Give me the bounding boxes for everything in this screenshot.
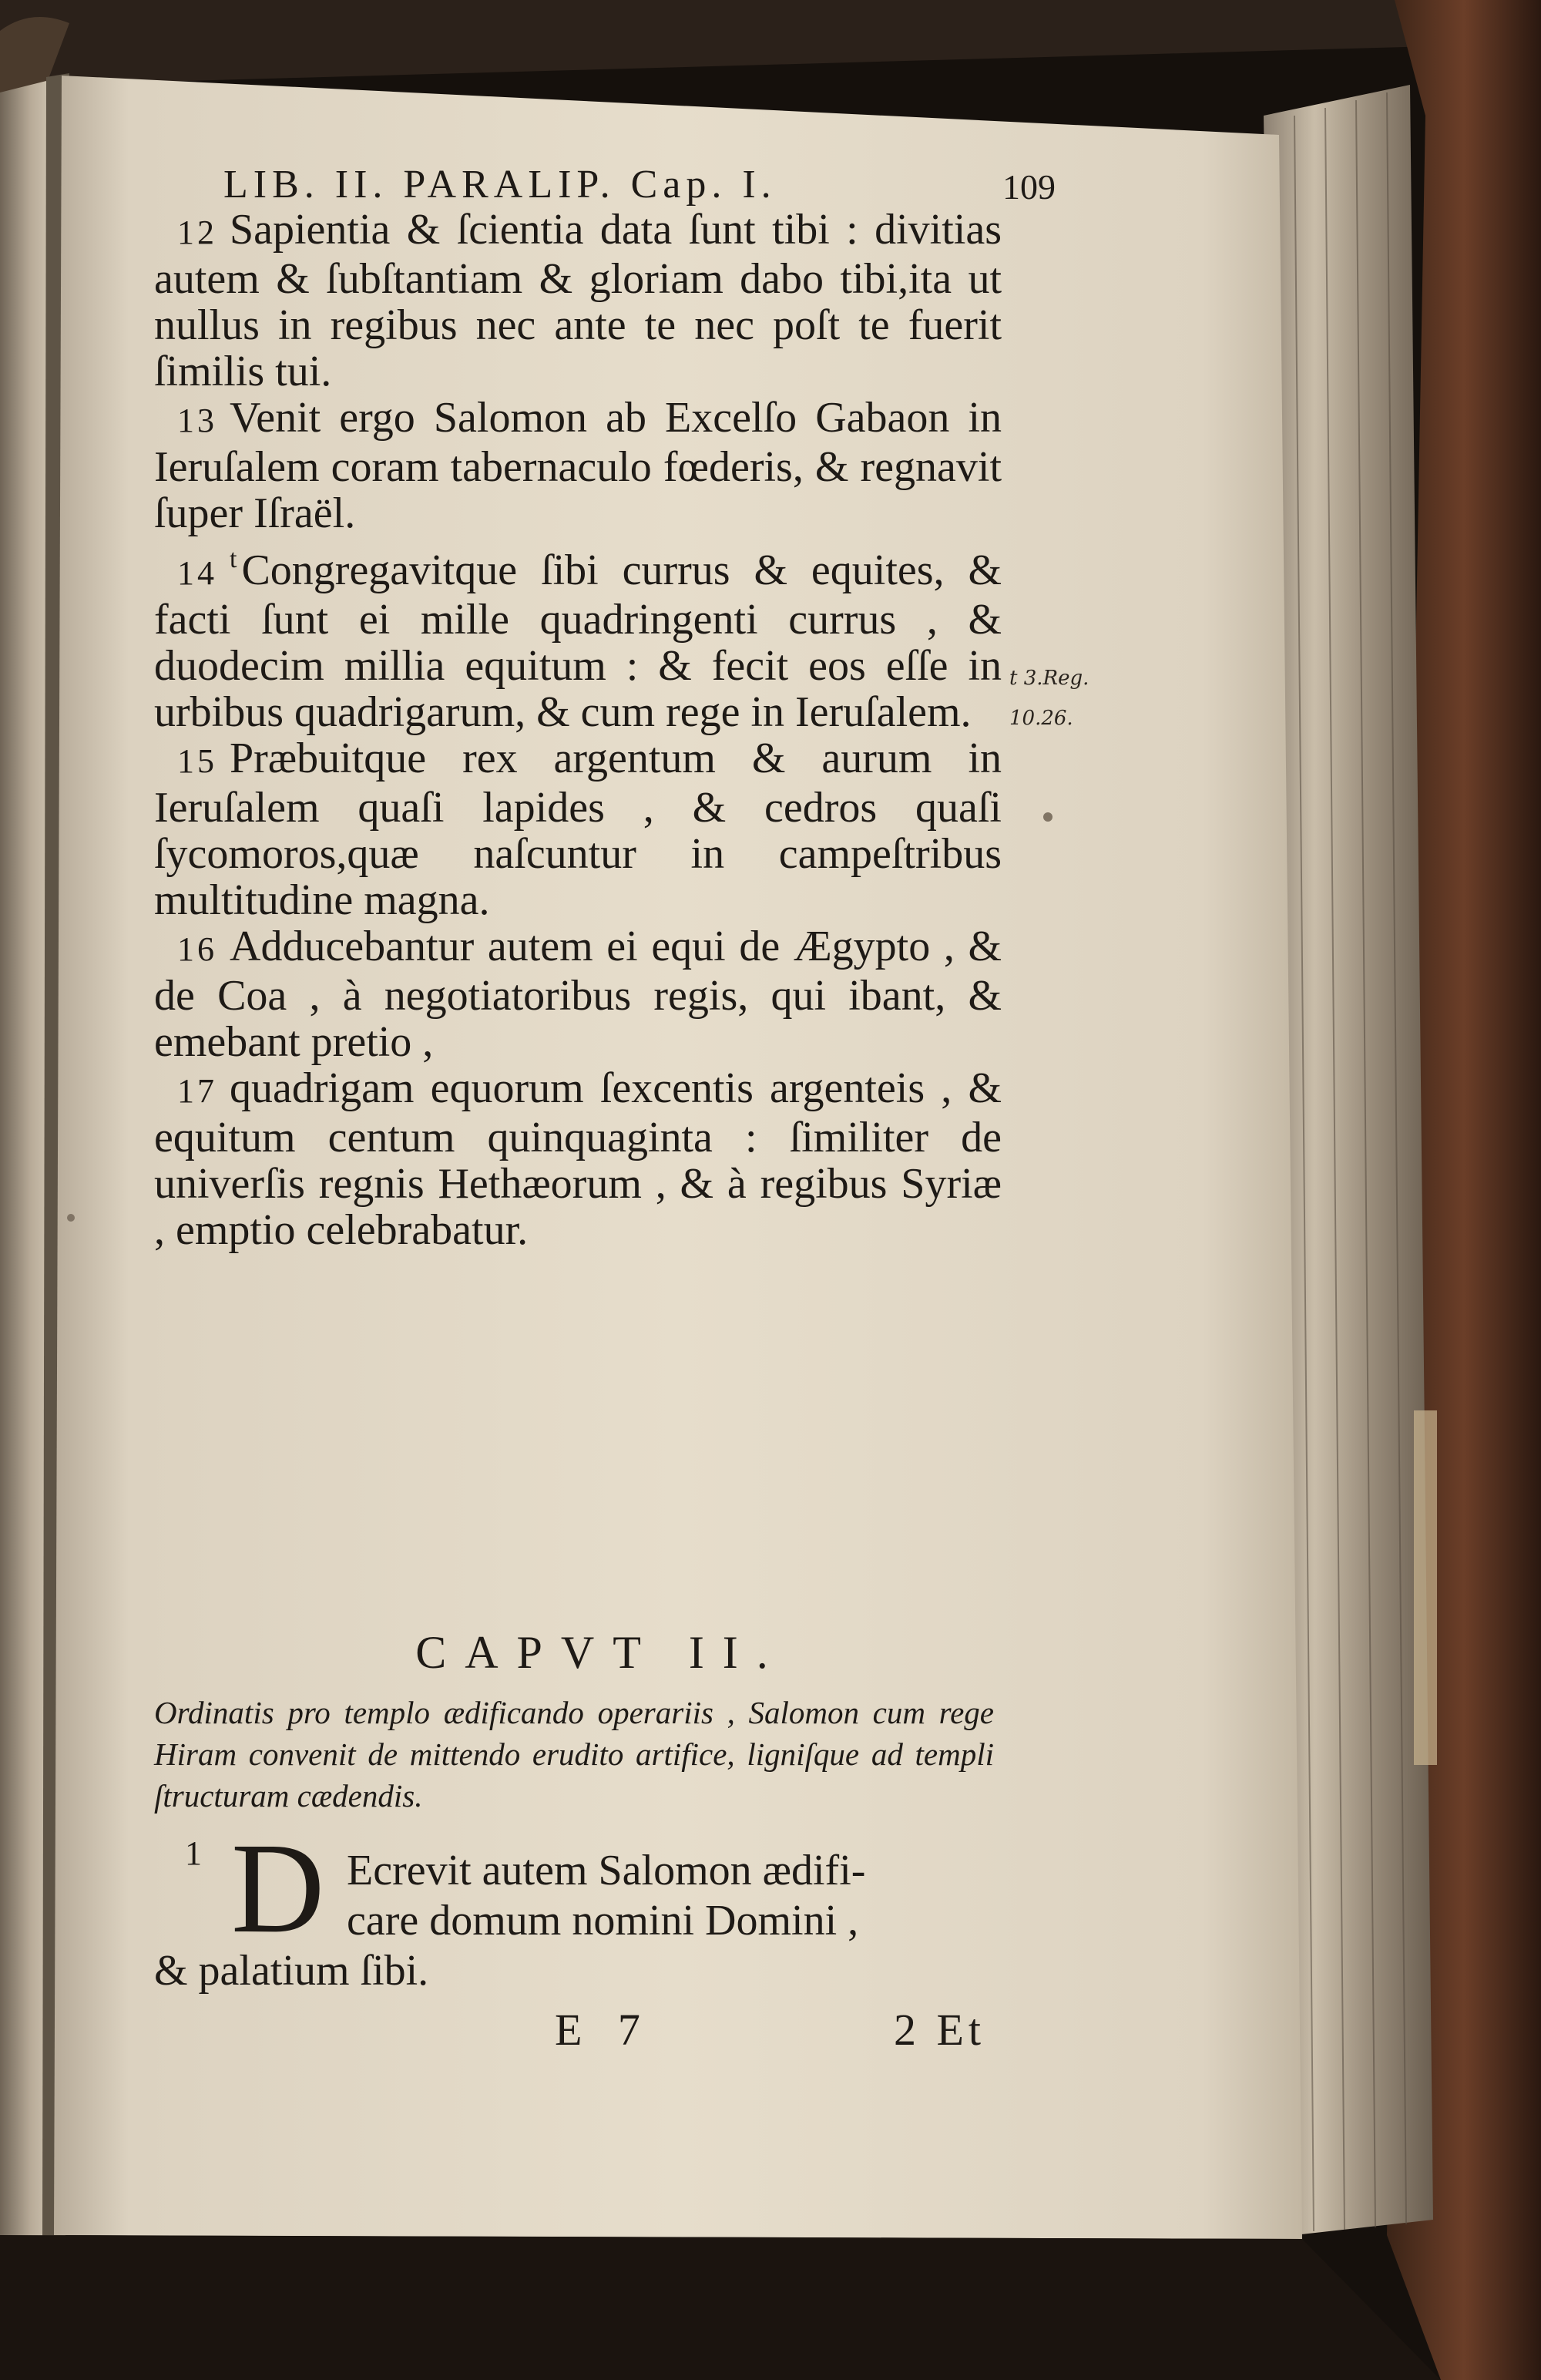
note-reference-mark: t <box>230 545 237 573</box>
verse-text-line: care domum nomini Domini , <box>347 1897 859 1945</box>
verse-number: 17 <box>177 1072 217 1110</box>
page-number: 109 <box>1002 167 1056 207</box>
verse-text: Sapientia & ſcientia data ſunt tibi : divitias autem & ſubſtantiam & gloriam dabo tibi,ita ut nullus in regibus nec ante te nec poſt te fuerit ſimilis tui. <box>154 206 1002 395</box>
chapter-title: CAPVT II. <box>415 1627 787 1678</box>
verse-text: Præbuitque rex argentum & aurum in Ieruſalem quaſi lapides , & cedros quaſi ſycomoros,quæ naſcuntur in campeſtribus multitudine magna. <box>154 735 1002 924</box>
verse-number: 13 <box>177 402 217 439</box>
chapter-summary: Ordinatis pro templo ædificando operariis , Salomon cum rege Hiram convenit de mittendo erudito artifice, ligniſque ad templi ſtructuram cædendis. <box>154 1695 994 1814</box>
marginal-note: t 3.Reg. 10.26. <box>1009 667 1089 730</box>
verse <box>154 536 1002 735</box>
verse-text-line: & palatium ſibi. <box>154 1947 429 1995</box>
running-head-title: LIB. II. PARALIP. Cap. I. <box>223 163 777 207</box>
verse-text: quadrigam equorum ſexcentis argenteis , & equitum centum quinquaginta : ſimiliter de univerſis regnis Hethæorum , & à regibus Syriæ , emptio celebrabatur. <box>154 1064 1002 1254</box>
verse-text-line: Ecrevit autem Salomon ædifi- <box>347 1847 866 1894</box>
verse-number: 1 <box>185 1834 202 1872</box>
verse <box>154 923 1002 1065</box>
verse <box>154 735 1002 923</box>
catchword: 2 Et <box>894 2005 986 2055</box>
verse <box>154 1065 1002 1253</box>
verse-number: 12 <box>177 213 217 251</box>
verse-text: Congregavitque ſibi currus & equites, & facti ſunt ei mille quadringenti currus , & duodecim millia equitum : & fecit eos eſſe in urbibus quadrigarum, & cum rege in Ieruſalem. <box>154 546 1002 736</box>
drop-cap: D <box>231 1817 325 1960</box>
signature-mark: E 7 <box>555 2005 653 2055</box>
verse <box>154 207 1002 395</box>
verse <box>154 395 1002 536</box>
verse-text: Adducebantur autem ei equi de Ægypto , & de Coa , à negotiatoribus regis, qui ibant, & emebant pretio , <box>154 923 1002 1066</box>
verse-number: 15 <box>177 742 217 780</box>
verse-list <box>154 207 1002 1253</box>
verse-number: 14 <box>177 554 217 592</box>
verse-number: 16 <box>177 930 217 968</box>
verse-text: Venit ergo Salomon ab Excelſo Gabaon in Ieruſalem coram tabernaculo fœderis, & regnavit ſuper Iſraël. <box>154 394 1002 537</box>
